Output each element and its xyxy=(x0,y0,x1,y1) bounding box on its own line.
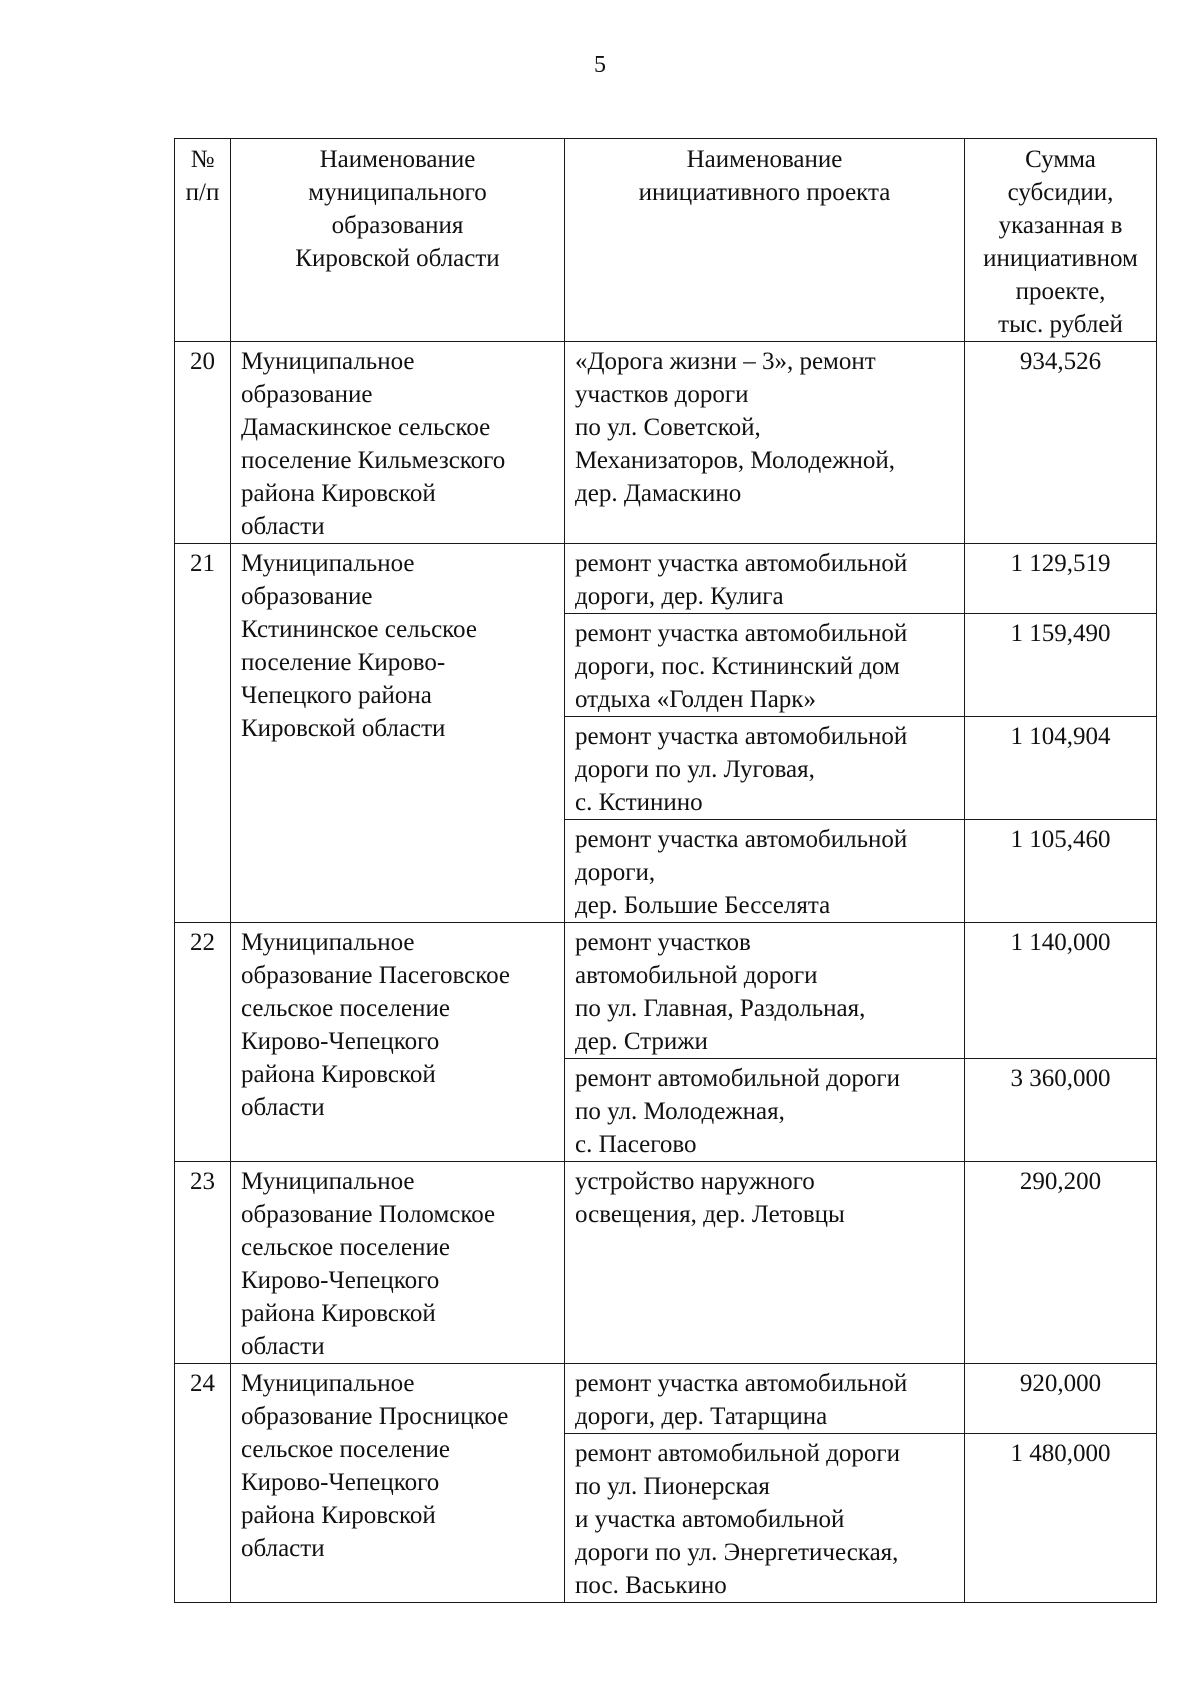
municipality-name-line: области xyxy=(241,1094,325,1121)
subsidy-sum: 1 104,904 xyxy=(965,717,1157,820)
table-body xyxy=(175,342,1157,1603)
page-number: 5 xyxy=(594,52,606,78)
project-name-line: ремонт участка автомобильной xyxy=(575,620,908,647)
project-name-line: дер. Большие Бесселята xyxy=(575,892,831,919)
municipality-name-line: образование xyxy=(241,381,373,408)
header-num: № п/п xyxy=(175,139,231,342)
project-name-line: по ул. Молодежная, xyxy=(575,1098,785,1125)
municipality-name-line: области xyxy=(241,513,325,540)
subsidy-sum: 920,000 xyxy=(965,1364,1157,1434)
header-sum: Сумма субсидии, указанная в инициативном проекте, тыс. рублей xyxy=(965,139,1157,342)
project-name-line: ремонт автомобильной дороги xyxy=(575,1065,901,1092)
project-name xyxy=(565,1434,965,1603)
municipality-name-line: Кирово-Чепецкого xyxy=(241,1267,440,1294)
row-number: 22 xyxy=(175,923,231,1162)
municipality-name xyxy=(231,1162,565,1364)
header-project: Наименование инициативного проекта xyxy=(565,139,965,342)
subsidy-sum: 1 140,000 xyxy=(965,923,1157,1059)
project-name-line: дороги по ул. Энергетическая, xyxy=(575,1539,899,1566)
subsidy-sum: 1 105,460 xyxy=(965,820,1157,923)
project-name-line: ремонт участка автомобильной xyxy=(575,1370,908,1397)
municipality-name-line: района Кировской xyxy=(241,480,436,507)
project-name xyxy=(565,614,965,717)
municipality-name xyxy=(231,1364,565,1603)
project-name xyxy=(565,342,965,544)
municipality-name-line: Кирово-Чепецкого xyxy=(241,1469,440,1496)
project-name-line: «Дорога жизни – 3», ремонт xyxy=(575,348,876,375)
project-name-line: устройство наружного xyxy=(575,1168,815,1195)
project-name xyxy=(565,1162,965,1364)
municipality-name-line: образование xyxy=(241,583,373,610)
project-name-line: дер. Стрижи xyxy=(575,1028,708,1055)
subsidy-sum: 3 360,000 xyxy=(965,1059,1157,1162)
project-name-line: с. Кстинино xyxy=(575,789,703,816)
project-name-line: ремонт участков xyxy=(575,929,751,956)
table-row xyxy=(175,544,1157,614)
municipality-name-line: Муниципальное xyxy=(241,550,415,577)
municipality-name-line: поселение Кирово- xyxy=(241,649,446,676)
municipality-name-line: Муниципальное xyxy=(241,929,415,956)
municipality-name-line: Кирово-Чепецкого xyxy=(241,1028,440,1055)
project-name-line: и участка автомобильной xyxy=(575,1506,845,1533)
row-number: 20 xyxy=(175,342,231,544)
project-name-line: по ул. Пионерская xyxy=(575,1473,770,1500)
municipality-name-line: сельское поселение xyxy=(241,995,450,1022)
municipality-name-line: Муниципальное xyxy=(241,1370,415,1397)
project-name xyxy=(565,1364,965,1434)
project-name-line: ремонт участка автомобильной xyxy=(575,550,908,577)
project-name xyxy=(565,820,965,923)
municipality-name-line: области xyxy=(241,1333,325,1360)
subsidy-sum: 1 129,519 xyxy=(965,544,1157,614)
table-row xyxy=(175,1162,1157,1364)
table-row xyxy=(175,1364,1157,1434)
municipality-name-line: поселение Кильмезского xyxy=(241,447,506,474)
municipality-name-line: Муниципальное xyxy=(241,1168,415,1195)
municipality-name xyxy=(231,342,565,544)
project-name-line: дер. Дамаскино xyxy=(575,480,742,507)
municipality-name-line: Кировской области xyxy=(241,715,446,742)
subsidy-table xyxy=(174,138,1157,1603)
municipality-name-line: Чепецкого района xyxy=(241,682,432,709)
project-name-line: ремонт участка автомобильной xyxy=(575,826,908,853)
project-name xyxy=(565,717,965,820)
subsidy-sum: 1 159,490 xyxy=(965,614,1157,717)
row-number: 23 xyxy=(175,1162,231,1364)
municipality-name xyxy=(231,544,565,923)
project-name-line: автомобильной дороги xyxy=(575,962,818,989)
municipality-name-line: образование Просницкое xyxy=(241,1403,509,1430)
project-name-line: пос. Васькино xyxy=(575,1572,727,1599)
header-municipality: Наименование муниципального образования Кировской области xyxy=(231,139,565,342)
municipality-name-line: образование Пасеговское xyxy=(241,962,511,989)
subsidy-sum: 290,200 xyxy=(965,1162,1157,1364)
municipality-name-line: Муниципальное xyxy=(241,348,415,375)
project-name-line: дороги, xyxy=(575,859,656,886)
project-name xyxy=(565,544,965,614)
project-name xyxy=(565,923,965,1059)
project-name-line: по ул. Главная, Раздольная, xyxy=(575,995,866,1022)
project-name-line: дороги, дер. Татарщина xyxy=(575,1403,828,1430)
project-name-line: по ул. Советской, xyxy=(575,414,761,441)
project-name-line: освещения, дер. Летовцы xyxy=(575,1201,845,1228)
table-row xyxy=(175,923,1157,1059)
municipality-name-line: района Кировской xyxy=(241,1502,436,1529)
subsidy-sum: 934,526 xyxy=(965,342,1157,544)
project-name-line: дороги по ул. Луговая, xyxy=(575,756,815,783)
project-name-line: дороги, пос. Кстининский дом xyxy=(575,653,900,680)
project-name-line: ремонт участка автомобильной xyxy=(575,723,908,750)
project-name-line: Механизаторов, Молодежной, xyxy=(575,447,896,474)
municipality-name xyxy=(231,923,565,1162)
project-name-line: участков дороги xyxy=(575,381,749,408)
municipality-name-line: сельское поселение xyxy=(241,1436,450,1463)
municipality-name-line: района Кировской xyxy=(241,1300,436,1327)
municipality-name-line: района Кировской xyxy=(241,1061,436,1088)
project-name-line: отдыха «Голден Парк» xyxy=(575,686,816,713)
subsidy-sum: 1 480,000 xyxy=(965,1434,1157,1603)
municipality-name-line: области xyxy=(241,1535,325,1562)
project-name-line: ремонт автомобильной дороги xyxy=(575,1440,901,1467)
municipality-name-line: Дамаскинское сельское xyxy=(241,414,491,441)
row-number: 21 xyxy=(175,544,231,923)
table-row xyxy=(175,342,1157,544)
project-name xyxy=(565,1059,965,1162)
municipality-name-line: образование Поломское xyxy=(241,1201,496,1228)
row-number: 24 xyxy=(175,1364,231,1603)
project-name-line: дороги, дер. Кулига xyxy=(575,583,784,610)
municipality-name-line: Кстининское сельское xyxy=(241,616,477,643)
table-header-row xyxy=(175,139,1157,342)
municipality-name-line: сельское поселение xyxy=(241,1234,450,1261)
project-name-line: с. Пасегово xyxy=(575,1131,697,1158)
